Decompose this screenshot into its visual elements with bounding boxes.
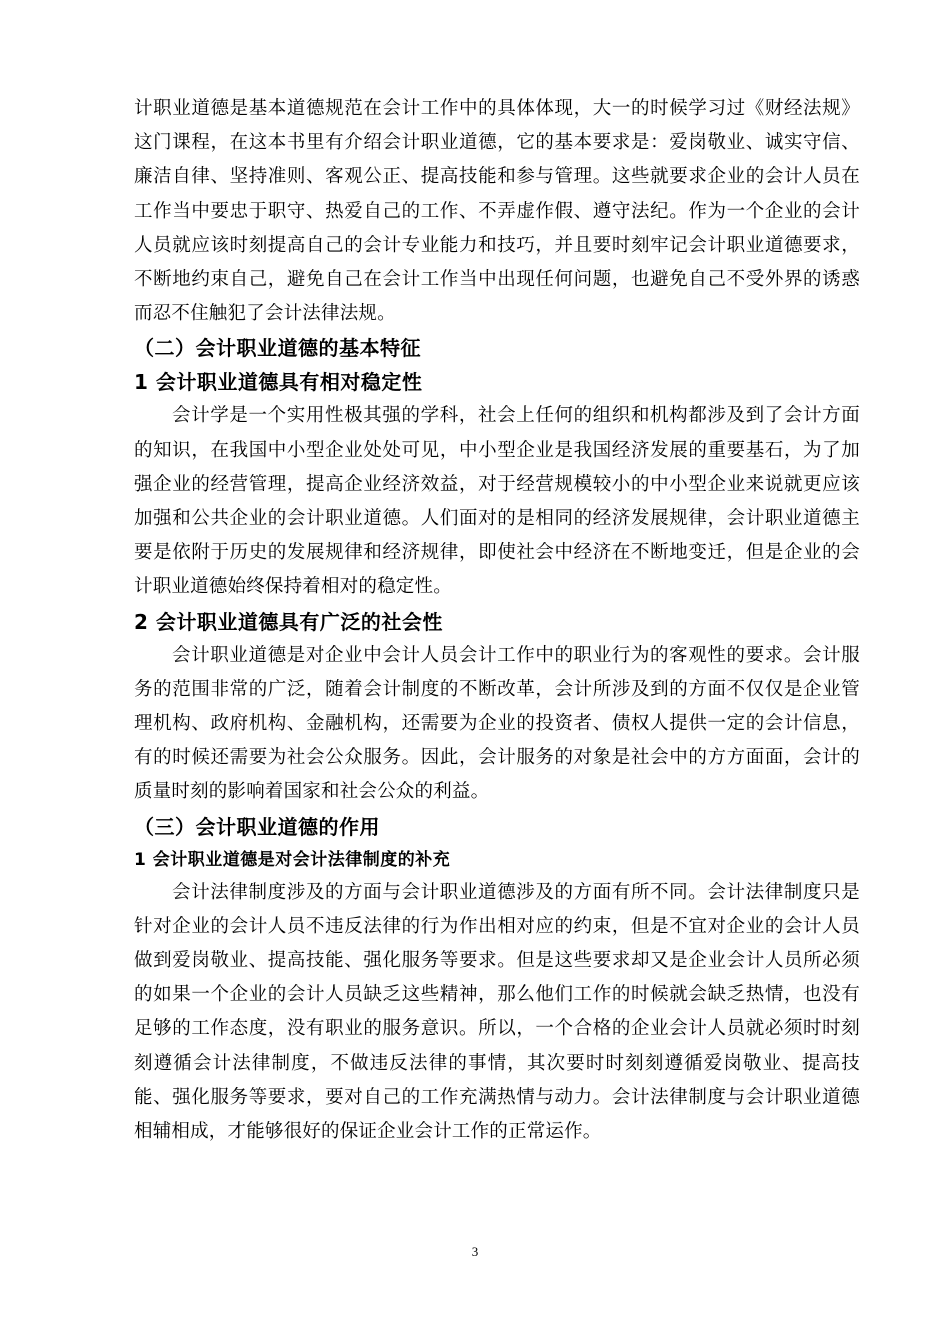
paragraph: 会计学是一个实用性极其强的学科，社会上任何的组织和机构都涉及到了会计方面的知识，在我国中小型企业处处可见，中小型企业是我国经济发展的重要基石，为了加强企业的经营管理，提高企业经济效益，对于经营规模较小的中小型企业来说就更应该加强和公共企业的会计职业道德。人们面对的是相同的经济发展规律，会计职业道德主要是依附于历史的发展规律和经济规律，即使社会中经济在不断地变迁，但是企业的会计职业道德始终保持着相对的稳定性。 <box>134 405 860 598</box>
subsection-heading: 1 会计职业道德具有相对稳定性 <box>134 370 423 395</box>
section-heading: （二）会计职业道德的基本特征 <box>134 336 421 361</box>
paragraph: 会计职业道德是对企业中会计人员会计工作中的职业行为的客观性的要求。会计服务的范围非常的广泛，随着会计制度的不断改革，会计所涉及到的方面不仅仅是企业管理机构、政府机构、金融机构，还需要为企业的投资者、债权人提供一定的会计信息，有的时候还需要为社会公众服务。因此，会计服务的对象是社会中的方方面面，会计的质量时刻的影响着国家和社会公众的利益。 <box>134 644 860 803</box>
paragraph: 会计法律制度涉及的方面与会计职业道德涉及的方面有所不同。会计法律制度只是针对企业的会计人员不违反法律的行为作出相对应的约束，但是不宜对企业的会计人员做到爱岗敬业、提高技能、强化服务等要求。但是这些要求却又是企业会计人员所必须的如果一个企业的会计人员缺乏这些精神，那么他们工作的时候就会缺乏热情，也没有足够的工作态度，没有职业的服务意识。所以，一个合格的企业会计人员就必须时时刻刻遵循会计法律制度，不做违反法律的事情，其次要时时刻刻遵循爱岗敬业、提高技能、强化服务等要求，要对自己的工作充满热情与动力。会计法律制度与会计职业道德相辅相成，才能够很好的保证企业会计工作的正常运作。 <box>134 881 860 1143</box>
subsection-heading: 2 会计职业道德具有广泛的社会性 <box>134 609 443 634</box>
document-body <box>134 92 860 1149</box>
paragraph: 计职业道德是基本道德规范在会计工作中的具体体现，大一的时候学习过《财经法规》这门课程，在这本书里有介绍会计职业道德，它的基本要求是：爱岗敬业、诚实守信、廉洁自律、坚持准则、客观公正、提高技能和参与管理。这些就要求企业的会计人员在工作当中要忠于职守、热爱自己的工作、不弄虚作假、遵守法纪。作为一个企业的会计人员就应该时刻提高自己的会计专业能力和技巧，并且要时刻牢记会计职业道德要求，不断地约束自己，避免自己在会计工作当中出现任何问题，也避免自己不受外界的诱惑而忍不住触犯了会计法律法规。 <box>134 98 860 325</box>
subsection-heading: 1 会计职业道德是对会计法律制度的补充 <box>134 849 451 870</box>
page-number: 3 <box>471 1244 479 1259</box>
section-heading: （三）会计职业道德的作用 <box>134 814 380 839</box>
